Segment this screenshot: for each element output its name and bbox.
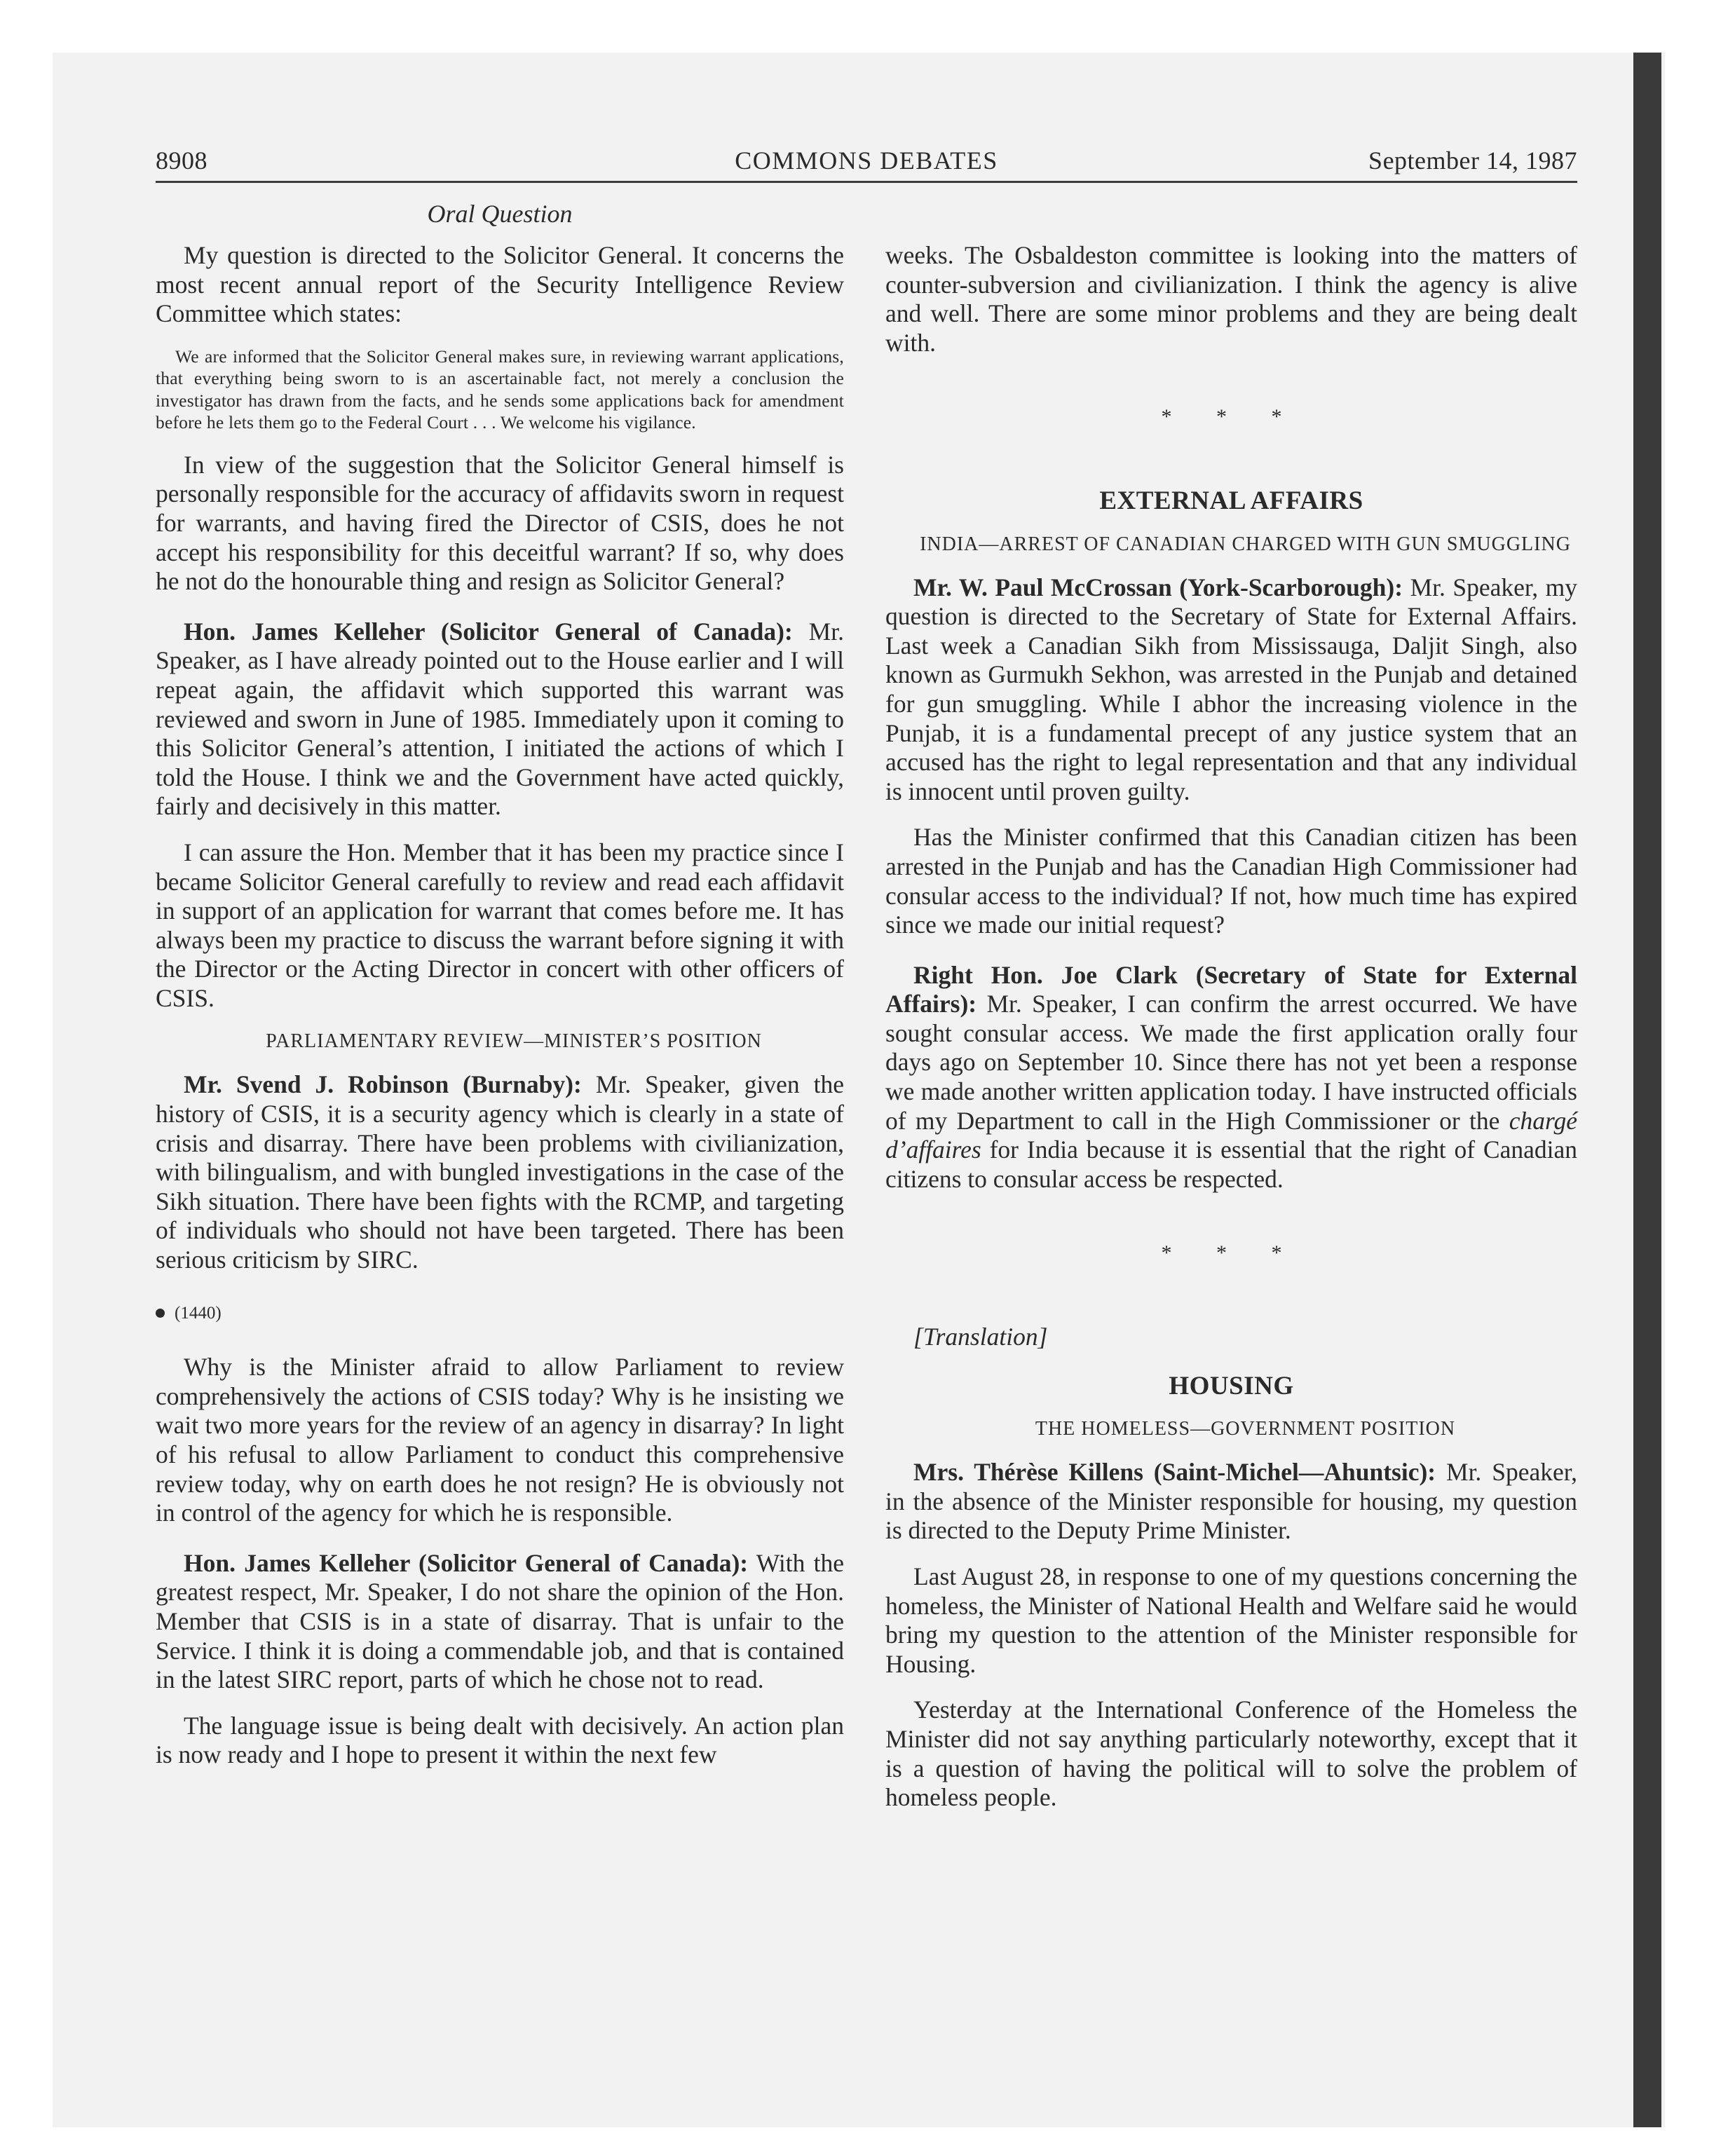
timecode: (1440) [175, 1303, 222, 1323]
page-number: 8908 [156, 146, 207, 175]
paragraph: Yesterday at the International Conference of the Homeless the Minister did not say anything particularly noteworthy, except that it is a question of having the political will to solve the problem of homeless people. [885, 1696, 1577, 1812]
header-rule [156, 181, 1577, 183]
paragraph: Has the Minister confirmed that this Canadian citizen has been arrested in the Punjab and has the Canadian High Commissioner had consular access to the individual? If not, how much time has expired since we made our initial request? [885, 823, 1577, 939]
translation-tag: [Translation] [913, 1323, 1048, 1351]
paragraph: The language issue is being dealt with decisively. An action plan is now ready and I hope to present it within the next few [156, 1711, 844, 1769]
speaker-name: Right Hon. Joe Clark (Secretary of State for External Affairs): [885, 960, 1577, 1018]
speech [156, 1070, 844, 1274]
section-separator: * * * [1161, 405, 1302, 429]
speech-text: Mr. Speaker, as I have already pointed out to the House earlier and I will repeat again, the affidavit which supported this warrant was reviewed and sworn in June of 1985. Immediately upon it coming to this Solicitor General’s attention, I initiated the actions of which I told the House. I think we and the Government have acted quickly, fairly and decisively in this matter. [156, 617, 844, 821]
paragraph: Last August 28, in response to one of my questions concerning the homeless, the Minister of National Health and Welfare said he would bring my question to the attention of the Minister responsible for Housing. [885, 1562, 1577, 1678]
speech [156, 1549, 844, 1695]
section-heading: HOUSING [1169, 1371, 1294, 1400]
speech-text: Mr. Speaker, my question is directed to the Secretary of State for External Affairs. Last week a Canadian Sikh from Mississauga, Daljit Singh, also known as Gurmukh Sekhon, was arrested in the Punjab and detained for gun smuggling. While I abhor the increasing violence in the Punjab, it is a fundamental precept of any justice system that an accused has the right to legal representation and that any individual is innocent until proven guilty. [885, 573, 1577, 805]
speech [156, 618, 844, 821]
section-heading: EXTERNAL AFFAIRS [1099, 486, 1363, 515]
speaker-name: Hon. James Kelleher (Solicitor General of Canada): [184, 1548, 749, 1577]
speech-text: Mr. Speaker, given the history of CSIS, it is a security agency which is clearly in a state of crisis and disarray. There have been problems with civilianization, with bilingualism, and with bungled investigations in the case of the Sikh situation. There have been fights with the RCMP, and targeting of individuals who should not have been targeted. There has been serious criticism by SIRC. [156, 1070, 844, 1274]
speech-text: for India because it is essential that the right of Canadian citizens to consular access be respected. [885, 1135, 1577, 1193]
scan-edge-shadow [1633, 53, 1661, 2127]
subheading: PARLIAMENTARY REVIEW—MINISTER’S POSITION [266, 1030, 762, 1053]
left-column [156, 241, 844, 1770]
speech [885, 1458, 1577, 1546]
speaker-name: Mrs. Thérèse Killens (Saint-Michel—Ahuntsic): [913, 1458, 1436, 1487]
speaker-name: Mr. W. Paul McCrossan (York-Scarborough): [913, 573, 1403, 601]
page-date: September 14, 1987 [1368, 146, 1577, 175]
paragraph: I can assure the Hon. Member that it has been my practice since I became Solicitor General carefully to review and read each affidavit in support of an application for warrant that comes before me. It has always been my practice to discuss the warrant before signing it with the Director or the Acting Director in concert with other officers of CSIS. [156, 838, 844, 1012]
running-head: Oral Question [427, 200, 573, 228]
timecode-marker [156, 1299, 844, 1328]
speech-text: Mr. Speaker, I can confirm the arrest occurred. We have sought consular access. We made the first application orally four days ago on September 10. Since there has not yet been a response we made another written application today. I have instructed officials of my Department to call in the High Commissioner or the [885, 990, 1577, 1135]
subheading: THE HOMELESS—GOVERNMENT POSITION [1035, 1418, 1456, 1440]
right-column [885, 241, 1577, 1813]
speech-text: With the greatest respect, Mr. Speaker, I do not share the opinion of the Hon. Member that CSIS is in a state of disarray. That is unfair to the Service. I think it is doing a commendable job, and that is contained in the latest SIRC report, parts of which he chose not to read. [156, 1548, 844, 1694]
block-quote: We are informed that the Solicitor General makes sure, in reviewing warrant applications, that everything being sworn to is an ascertainable fact, not merely a conclusion the investigator has drawn from the facts, and he sends some applications back for amendment before he lets them go to the Federal Court . . . We welcome his vigilance. [156, 346, 844, 433]
speech [885, 961, 1577, 1194]
speech-text-italic: chargé d’affaires [885, 1106, 1577, 1164]
speech [885, 573, 1577, 807]
publication-title: COMMONS DEBATES [735, 146, 998, 175]
paragraph: weeks. The Osbaldeston committee is looking into the matters of counter-subversion and civilianization. I think the agency is alive and well. There are some minor problems and they are being dealt with. [885, 241, 1577, 357]
bullet-icon [156, 1309, 165, 1318]
speaker-name: Hon. James Kelleher (Solicitor General of Canada): [184, 617, 793, 646]
paragraph: My question is directed to the Solicitor General. It concerns the most recent annual report of the Security Intelligence Review Committee which states: [156, 241, 844, 328]
paragraph: Why is the Minister afraid to allow Parliament to review comprehensively the actions of CSIS today? Why is he insisting we wait two more years for the review of an agency in disarray? In light of his refusal to allow Parliament to conduct this comprehensive review today, why on earth does he not resign? He is obviously not in control of the agency for which he is responsible. [156, 1353, 844, 1527]
paragraph: In view of the suggestion that the Solicitor General himself is personally responsible for the accuracy of affidavits sworn in request for warrants, and having fired the Director of CSIS, does he not accept his responsibility for this deceitful warrant? If so, why does he not do the honourable thing and resign as Solicitor General? [156, 450, 844, 596]
speaker-name: Mr. Svend J. Robinson (Burnaby): [184, 1070, 582, 1099]
subheading: INDIA—ARREST OF CANADIAN CHARGED WITH GUN SMUGGLING [920, 533, 1571, 555]
section-separator: * * * [1161, 1241, 1302, 1265]
page-header [156, 146, 1577, 181]
speech-text: Mr. Speaker, in the absence of the Minister responsible for housing, my question is directed to the Deputy Prime Minister. [885, 1458, 1577, 1545]
